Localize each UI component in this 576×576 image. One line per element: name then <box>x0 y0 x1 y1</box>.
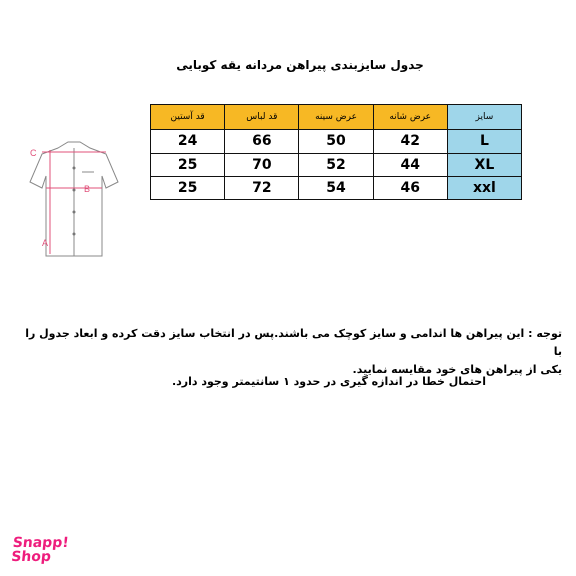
cell-shoulder: 42 <box>373 130 447 153</box>
header-chest-width: عرض سینه <box>299 105 373 130</box>
cell-sleeve: 24 <box>151 130 225 153</box>
logo-line-1: Snapp! <box>11 535 70 551</box>
logo-line-2: Shop <box>10 549 52 565</box>
cell-length: 70 <box>225 153 299 176</box>
table-row <box>151 153 522 176</box>
size-table <box>150 104 522 200</box>
diagram-label-b: B <box>84 184 91 194</box>
button-1 <box>73 167 76 170</box>
header-length: قد لباس <box>225 105 299 130</box>
diagram-label-a: A <box>42 238 49 248</box>
table-row <box>151 176 522 199</box>
header-sleeve-length: قد آستین <box>151 105 225 130</box>
cell-size: XL <box>447 153 521 176</box>
cell-chest: 54 <box>299 176 373 199</box>
page-title: جدول سایزبندی پیراهن مردانه یقه کوبایی <box>176 58 424 72</box>
cell-chest: 52 <box>299 153 373 176</box>
cell-length: 66 <box>225 130 299 153</box>
note-line-1: توجه : این پیراهن ها اندامی و سایز کوچک می باشند.پس در انتخاب سایز دقت کرده و ابعاد جدول را با <box>25 327 562 358</box>
table-header-row <box>151 105 522 130</box>
cell-sleeve: 25 <box>151 153 225 176</box>
diagram-label-c: C <box>30 148 37 158</box>
header-shoulder-width: عرض شانه <box>373 105 447 130</box>
cell-shoulder: 44 <box>373 153 447 176</box>
cell-shoulder: 46 <box>373 176 447 199</box>
cell-size: xxl <box>447 176 521 199</box>
shirt-measure-diagram <box>22 138 126 262</box>
cell-size: L <box>447 130 521 153</box>
table-row <box>151 130 522 153</box>
snappshop-logo <box>11 536 70 564</box>
button-3 <box>73 211 76 214</box>
cell-length: 72 <box>225 176 299 199</box>
button-4 <box>73 233 76 236</box>
cell-chest: 50 <box>299 130 373 153</box>
note-line-2: یکی از پیراهن های خود مقایسه نمایید. <box>352 363 562 376</box>
note-line-3: احتمال خطا در اندازه گیری در حدود ۱ سانتیمتر وجود دارد. <box>171 375 486 388</box>
button-2 <box>73 189 76 192</box>
cell-sleeve: 25 <box>151 176 225 199</box>
note-paragraph <box>17 325 562 379</box>
header-size: سایز <box>447 105 521 130</box>
